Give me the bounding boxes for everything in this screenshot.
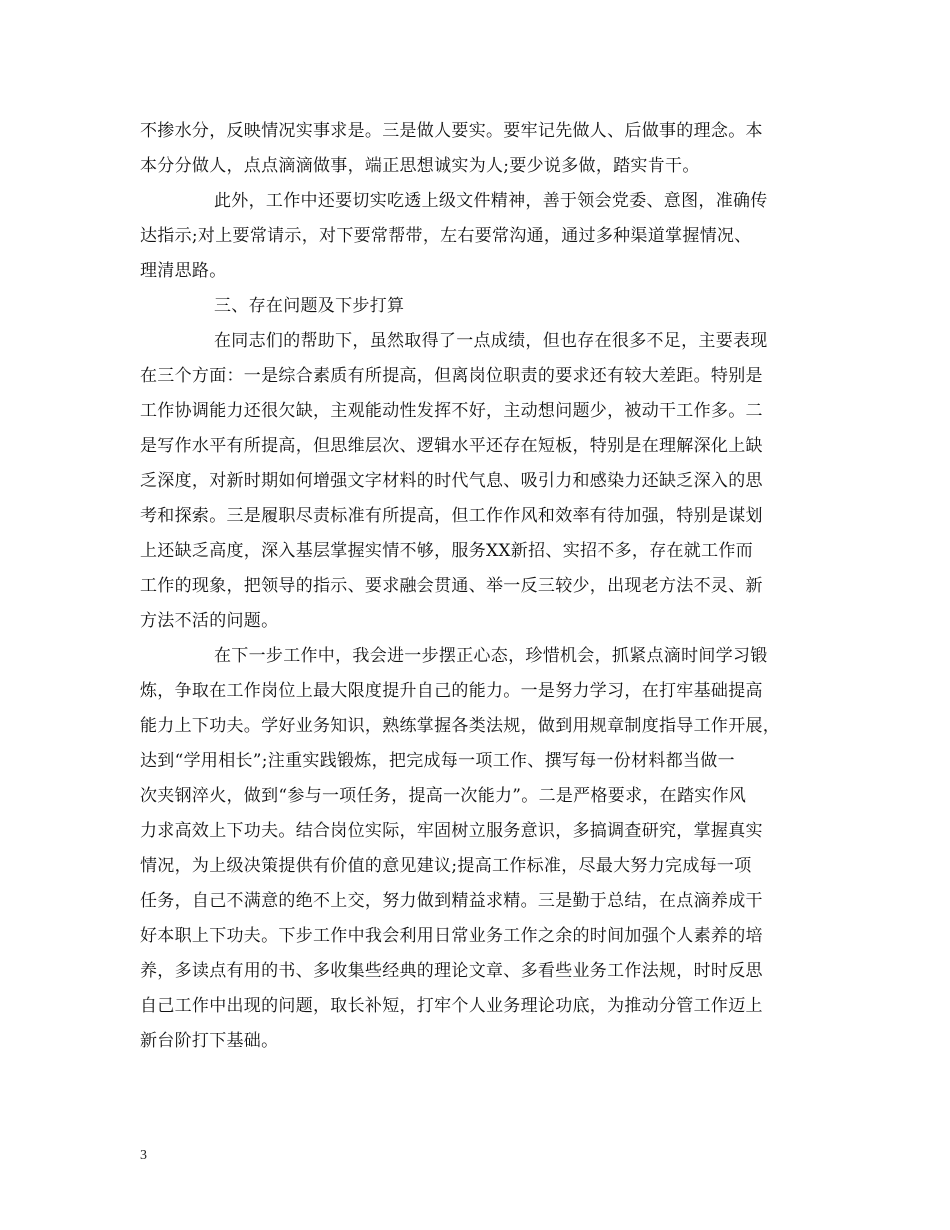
text-line: 在三个方面：一是综合素质有所提高，但离岗位职责的要求还有较大差距。特别是 <box>140 366 763 386</box>
text-line: 达指示;对上要常请示，对下要常帮带，左右要常沟通，通过多种渠道掌握情况、 <box>140 226 752 246</box>
text-line: 次夹钢淬火，做到“参与一项任务，提高一次能力”。二是严格要求，在踏实作风 <box>140 786 747 806</box>
text-line: 情况，为上级决策提供有价值的意见建议;提高工作标准，尽最大努力完成每一项 <box>140 856 752 876</box>
text-line: 工作协调能力还很欠缺，主观能动性发挥不好，主动想问题少，被动干工作多。二 <box>140 401 763 421</box>
text-line: 养，多读点有用的书、多收集些经典的理论文章、多看些业务工作法规，时时反思 <box>140 961 763 981</box>
text-line: 能力上下功夫。学好业务知识，熟练掌握各类法规，做到用规章制度指导工作开展， <box>140 716 781 736</box>
text-line: 工作的现象，把领导的指示、要求融会贯通、举一反三较少，出现老方法不灵、新 <box>140 576 763 596</box>
section-heading: 三、存在问题及下步打算 <box>214 296 405 316</box>
text-line: 是写作水平有所提高，但思维层次、逻辑水平还存在短板，特别是在理解深化上缺 <box>140 436 763 456</box>
paragraph-start-line: 在同志们的帮助下，虽然取得了一点成绩，但也存在很多不足，主要表现 <box>214 331 768 351</box>
text-line: 考和探索。三是履职尽责标准有所提高，但工作作风和效率有待加强，特别是谋划 <box>140 506 763 526</box>
paragraph-start-line: 在下一步工作中，我会进一步摆正心态，珍惜机会，抓紧点滴时间学习锻 <box>214 646 768 666</box>
text-line: 炼，争取在工作岗位上最大限度提升自己的能力。一是努力学习，在打牢基础提高 <box>140 681 763 701</box>
text-line: 方法不活的问题。 <box>140 611 279 631</box>
text-line: 理清思路。 <box>140 261 227 281</box>
text-line: 本分分做人，点点滴滴做事，端正思想诚实为人;要少说多做，踏实肯干。 <box>140 156 700 176</box>
text-line: 新台阶打下基础。 <box>140 1031 279 1051</box>
page-number: 3 <box>140 1148 147 1163</box>
text-line: 上还缺乏高度，深入基层掌握实情不够，服务XX新招、实招不多，存在就工作而 <box>140 541 754 561</box>
text-line: 力求高效上下功夫。结合岗位实际，牢固树立服务意识，多搞调查研究，掌握真实 <box>140 821 763 841</box>
text-line: 任务，自己不满意的绝不上交，努力做到精益求精。三是勤于总结，在点滴养成干 <box>140 891 763 911</box>
text-line: 好本职上下功夫。下步工作中我会利用日常业务工作之余的时间加强个人素养的培 <box>140 926 763 946</box>
text-line: 达到“学用相长”;注重实践锻炼，把完成每一项工作、撰写每一份材料都当做一 <box>140 751 735 771</box>
paragraph-start-line: 此外，工作中还要切实吃透上级文件精神，善于领会党委、意图，准确传 <box>214 191 768 211</box>
text-line: 不掺水分，反映情况实事求是。三是做人要实。要牢记先做人、后做事的理念。本 <box>140 121 763 141</box>
text-line: 自己工作中出现的问题，取长补短，打牢个人业务理论功底，为推动分管工作迈上 <box>140 996 763 1016</box>
text-line: 乏深度，对新时期如何增强文字材料的时代气息、吸引力和感染力还缺乏深入的思 <box>140 471 763 491</box>
